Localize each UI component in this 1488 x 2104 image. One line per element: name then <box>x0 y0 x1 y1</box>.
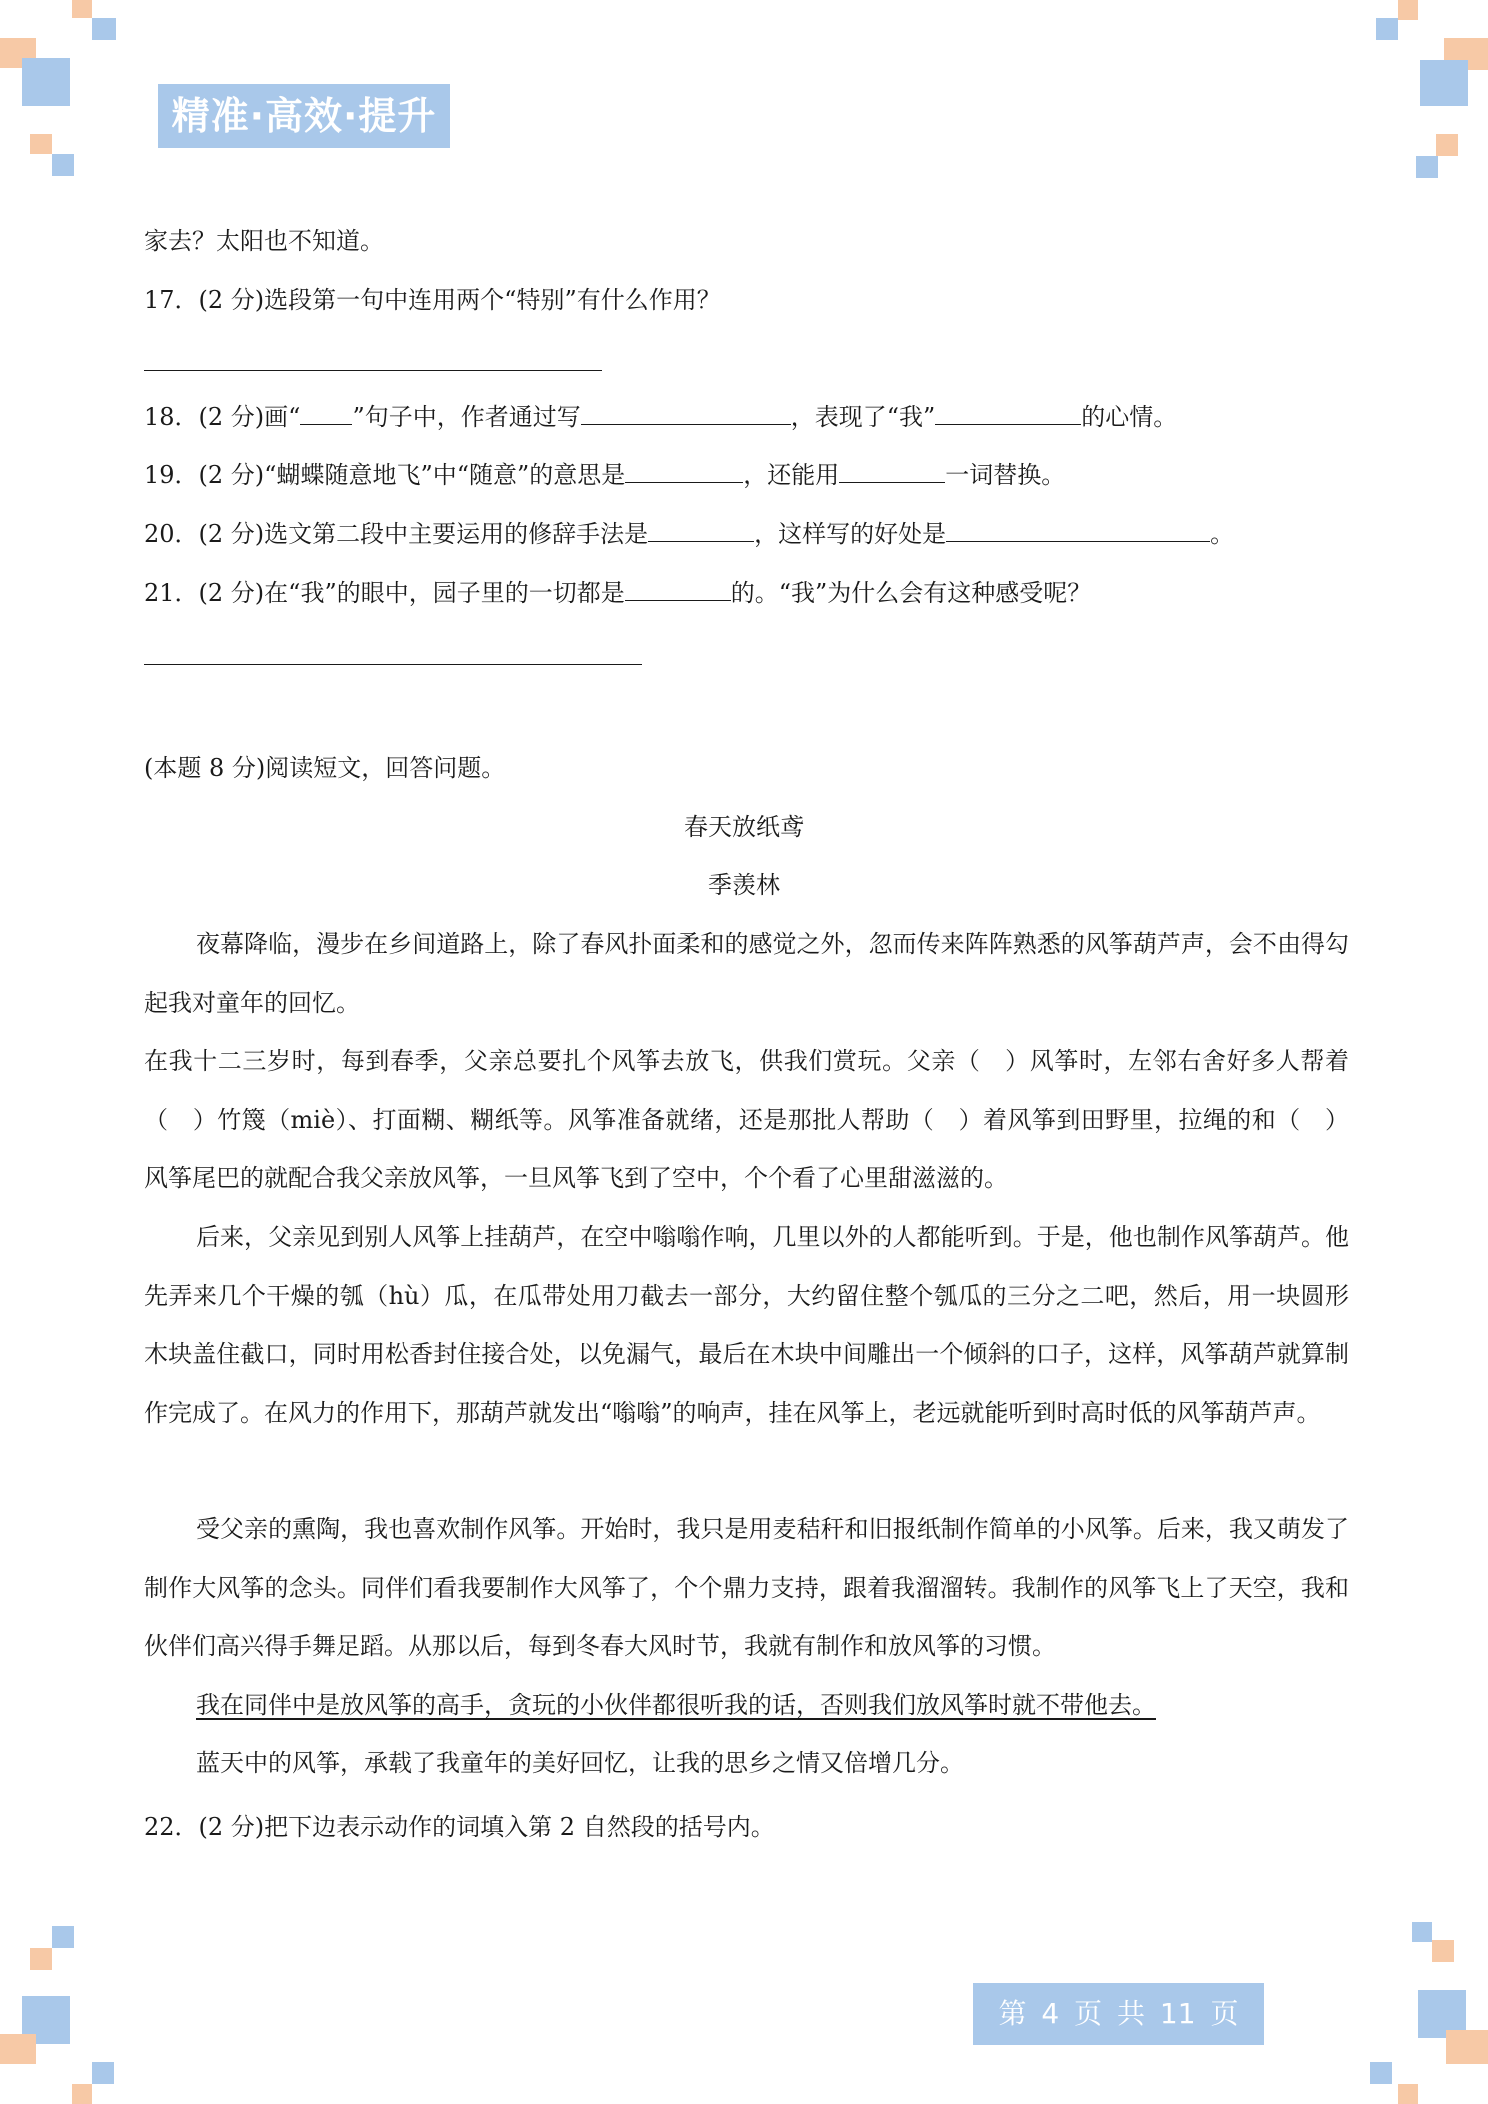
section-instruction: (本题 8 分)阅读短文，回答问题。 <box>144 754 506 782</box>
decor-square <box>72 2084 92 2104</box>
question-text: 选文第二段中主要运用的修辞手法是 <box>264 520 649 548</box>
question-text: 的心情。 <box>1081 403 1178 431</box>
decor-square <box>1420 60 1468 106</box>
decor-square <box>30 134 52 154</box>
question-21 <box>144 576 1091 610</box>
decor-square <box>92 18 116 40</box>
passage-paragraph-1: 夜幕降临，漫步在乡间道路上，除了春风扑面柔和的感觉之外，忽而传来阵阵熟悉的风筝葫芦声，会不由得勾起我对童年的回忆。 <box>144 930 1349 1017</box>
passage-paragraph-3: 后来，父亲见到别人风筝上挂葫芦，在空中嗡嗡作响，几里以外的人都能听到。于是，他也制作风筝葫芦。他先弄来几个干燥的瓠（hù）瓜，在瓜带处用刀截去一部分，大约留住整个瓠瓜的三分之二吧，然后，用一块圆形木块盖住截口，同时用松香封住接合处，以免漏气，最后在木块中间雕出一个倾斜的口子，这样，风筝葫芦就算制作完成了。在风力的作用下，那葫芦就发出“嗡嗡”的响声，挂在风筝上，老远就能听到时高时低的风筝葫芦声。 <box>144 1223 1349 1427</box>
underlined-sentence: 我在同伴中是放风筝的高手，贪玩的小伙伴都很听我的话，否则我们放风筝时就不带他去。 <box>196 1691 1156 1719</box>
passage-author: 季羡林 <box>708 871 780 899</box>
decor-square <box>1436 134 1458 156</box>
answer-blank[interactable] <box>935 400 1081 425</box>
answer-blank[interactable] <box>648 517 754 542</box>
answer-blank[interactable] <box>300 400 352 425</box>
passage-paragraph-5 <box>144 1676 1349 1735</box>
question-points: (2 分) <box>198 403 265 431</box>
answer-blank[interactable] <box>581 400 791 425</box>
question-number: 20． <box>144 520 199 548</box>
decor-square <box>1398 2084 1418 2104</box>
question-number: 19． <box>144 461 199 489</box>
answer-blank[interactable] <box>839 458 945 483</box>
question-18 <box>144 400 1177 434</box>
question-text: 。 <box>1210 520 1235 548</box>
question-points: (2 分) <box>198 1813 265 1841</box>
question-17 <box>144 283 721 317</box>
question-points: (2 分) <box>198 520 265 548</box>
page-number: 第 4 页 共 11 页 <box>973 1983 1264 2045</box>
intro-fragment: 家去？太阳也不知道。 <box>144 227 384 255</box>
passage-title: 春天放纸鸢 <box>684 813 804 841</box>
passage-paragraph-4: 受父亲的熏陶，我也喜欢制作风筝。开始时，我只是用麦秸秆和旧报纸制作简单的小风筝。后来，我又萌发了制作大风筝的念头。同伴们看我要制作大风筝了，个个鼎力支持，跟着我溜溜转。我制作的风筝飞上了天空，我和伙伴们高兴得手舞足蹈。从那以后，每到冬春大风时节，我就有制作和放风筝的习惯。 <box>144 1515 1349 1661</box>
answer-line-17[interactable] <box>144 370 602 371</box>
header-banner: 精准·高效·提升 <box>158 84 450 148</box>
question-text: ，表现了“我” <box>790 403 936 431</box>
question-number: 18． <box>144 403 199 431</box>
answer-blank[interactable] <box>946 517 1210 542</box>
decor-square <box>22 58 70 106</box>
question-text: ”句子中，作者通过写 <box>352 403 581 431</box>
passage-paragraph-2: 在我十二三岁时，每到春季，父亲总要扎个风筝去放飞，供我们赏玩。父亲（ ）风筝时，左邻右舍好多人帮着（ ）竹篾（miè）、打面糊、糊纸等。风筝准备就绪，还是那批人帮助（ ）着风筝到田野里，拉绳的和（ ）风筝尾巴的就配合我父亲放风筝，一旦风筝飞到了空中，个个看了心里甜滋滋的。 <box>144 1047 1349 1193</box>
decor-square <box>72 0 92 18</box>
decor-square <box>92 2062 114 2084</box>
question-number: 21． <box>144 579 199 607</box>
question-text: 的。“我”为什么会有这种感受呢？ <box>730 579 1092 607</box>
decor-square <box>1446 2030 1488 2064</box>
answer-blank[interactable] <box>625 458 743 483</box>
answer-line-21[interactable] <box>144 664 642 665</box>
question-number: 22． <box>144 1813 199 1841</box>
decor-square <box>0 2034 36 2064</box>
passage-paragraph-6: 蓝天中的风筝，承载了我童年的美好回忆，让我的思乡之情又倍增几分。 <box>196 1749 964 1777</box>
decor-square <box>52 154 74 176</box>
answer-blank[interactable] <box>625 576 731 601</box>
question-text: 把下边表示动作的词填入第 2 自然段的括号内。 <box>264 1813 775 1841</box>
question-text: ，这样写的好处是 <box>754 520 947 548</box>
question-points: (2 分) <box>198 286 265 314</box>
question-text: 选段第一句中连用两个“特别”有什么作用？ <box>264 286 721 314</box>
question-text: 一词替换。 <box>945 461 1066 489</box>
question-text: 在“我”的眼中，园子里的一切都是 <box>264 579 625 607</box>
question-number: 17． <box>144 286 199 314</box>
decor-square <box>1416 156 1438 178</box>
decor-square <box>1412 1922 1432 1942</box>
question-text: ，还能用 <box>743 461 840 489</box>
decor-square <box>1370 2062 1392 2084</box>
decor-square <box>1376 18 1398 40</box>
question-19 <box>144 458 1065 492</box>
question-text: “蝴蝶随意地飞”中“随意”的意思是 <box>264 461 626 489</box>
question-22 <box>144 1810 775 1844</box>
question-points: (2 分) <box>198 461 265 489</box>
question-points: (2 分) <box>198 579 265 607</box>
decor-square <box>52 1926 74 1948</box>
question-20 <box>144 517 1234 551</box>
question-text: 画“ <box>264 403 301 431</box>
decor-square <box>1398 0 1418 20</box>
decor-square <box>1432 1940 1454 1962</box>
decor-square <box>30 1948 52 1970</box>
